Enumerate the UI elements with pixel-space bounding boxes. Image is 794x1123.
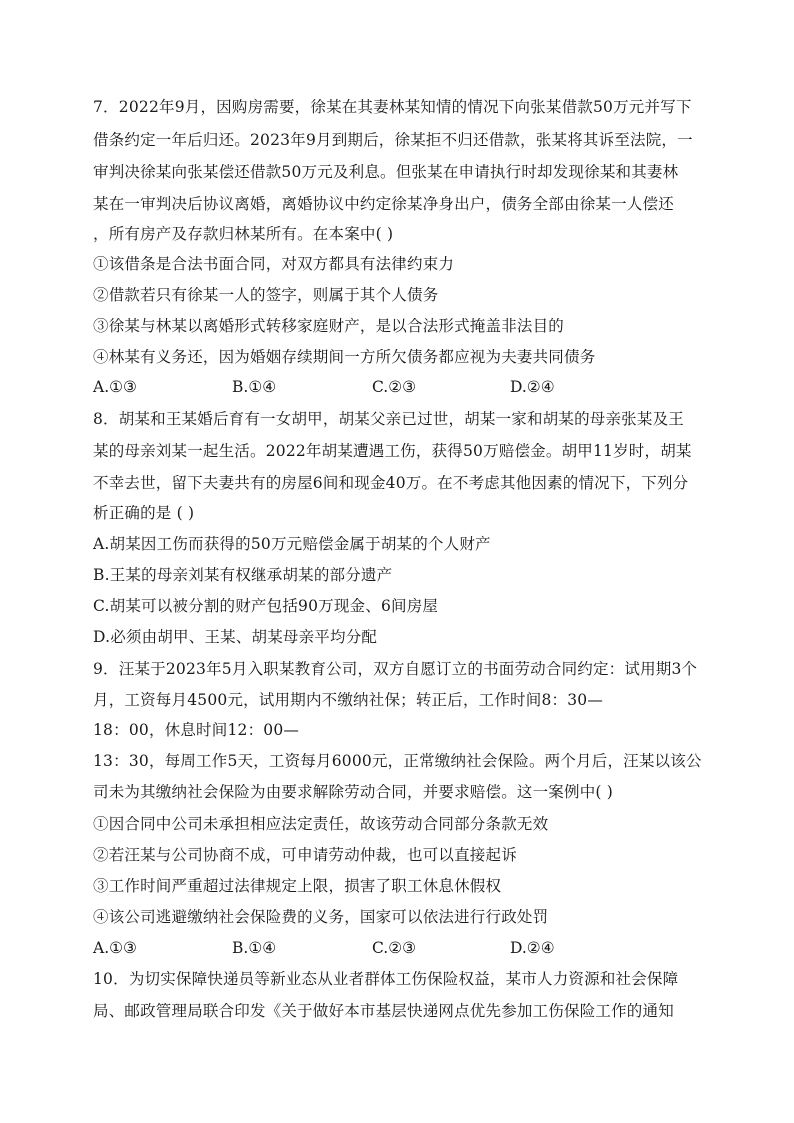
q7-stem-line: 某在一审判决后协议离婚，离婚协议中约定徐某净身出户，债务全部由徐某一人偿还 <box>93 195 674 213</box>
q9-stem-line: 月，工资每月4500元，试用期内不缴纳社保；转正后，工作时间8：30— <box>93 691 604 709</box>
q8-stem-line: 8．胡某和王某婚后育有一女胡甲，胡某父亲已过世，胡某一家和胡某的母亲张某及王 <box>93 410 684 428</box>
q7-stem-line: 审判决徐某向张某偿还借款50万元及利息。但张某在申请执行时却发现徐某和其妻林 <box>93 163 679 181</box>
q9-statement: ②若汪某与公司协商不成，可申请劳动仲裁，也可以直接起诉 <box>93 846 517 864</box>
q8-option: C.胡某可以被分割的财产包括90万现金、6间房屋 <box>93 597 439 615</box>
q9-option-c: C.②③ <box>372 939 417 957</box>
q7-statement: ③徐某与林某以离婚形式转移家庭财产，是以合法形式掩盖非法目的 <box>93 317 565 335</box>
q9-stem-line: 司未为其缴纳社会保险为由要求解除劳动合同，并要求赔偿。这一案例中( ) <box>93 783 614 801</box>
q7-statement: ②借款若只有徐某一人的签字，则属于其个人债务 <box>93 286 439 304</box>
q7-option-b: B.①④ <box>232 378 277 396</box>
q8-option: A.胡某因工伤而获得的50万元赔偿金属于胡某的个人财产 <box>93 535 491 553</box>
q7-options <box>93 377 713 397</box>
q9-statement: ④该公司逃避缴纳社会保险费的义务，国家可以依法进行行政处罚 <box>93 908 549 926</box>
q9-option-b: B.①④ <box>232 939 277 957</box>
q8-stem-line: 析正确的是 ( ) <box>93 504 195 522</box>
q9-stem-line: 9．汪某于2023年5月入职某教育公司，双方自愿订立的书面劳动合同约定：试用期3个 <box>93 660 698 678</box>
q8-option: D.必须由胡甲、王某、胡某母亲平均分配 <box>93 628 378 646</box>
q7-option-a: A.①③ <box>93 378 137 396</box>
q8-stem-line: 某的母亲刘某一起生活。2022年胡某遭遇工伤，获得50万赔偿金。胡甲11岁时，胡某 <box>93 442 692 460</box>
q9-statement: ①因合同中公司未承担相应法定责任，故该劳动合同部分条款无效 <box>93 815 549 833</box>
q7-statement: ④林某有义务还，因为婚姻存续期间一方所欠债务都应视为夫妻共同债务 <box>93 348 596 366</box>
q7-statement: ①该借条是合法书面合同，对双方都具有法律约束力 <box>93 255 455 273</box>
q9-option-a: A.①③ <box>93 939 137 957</box>
q9-stem-line: 13：30，每周工作5天，工资每月6000元，正常缴纳社会保险。两个月后，汪某以该公 <box>93 752 702 770</box>
q7-stem-line: ，所有房产及存款归林某所有。在本案中( ) <box>93 225 394 243</box>
q9-statement: ③工作时间严重超过法律规定上限，损害了职工休息休假权 <box>93 877 502 895</box>
q9-option-d: D.②④ <box>510 939 555 957</box>
q7-option-c: C.②③ <box>372 378 417 396</box>
q7-stem-line: 7．2022年9月，因购房需要，徐某在其妻林某知情的情况下向张某借款50万元并写下 <box>93 98 692 116</box>
q7-stem-line: 借条约定一年后归还。2023年9月到期后，徐某拒不归还借款，张某将其诉至法院，一 <box>93 131 693 149</box>
q10-stem-line: 局、邮政管理局联合印发《关于做好本市基层快递网点优先参加工伤保险工作的通知 <box>93 1002 674 1020</box>
q9-options <box>93 938 713 958</box>
q9-stem-line: 18：00，休息时间12：00— <box>93 721 300 739</box>
q10-stem-line: 10．为切实保障快递员等新业态从业者群体工伤保险权益，某市人力资源和社会保障 <box>93 970 679 988</box>
q8-option: B.王某的母亲刘某有权继承胡某的部分遗产 <box>93 566 393 584</box>
q7-option-d: D.②④ <box>510 378 555 396</box>
q8-stem-line: 不幸去世，留下夫妻共有的房屋6间和现金40万。在不考虑其他因素的情况下，下列分 <box>93 474 689 492</box>
